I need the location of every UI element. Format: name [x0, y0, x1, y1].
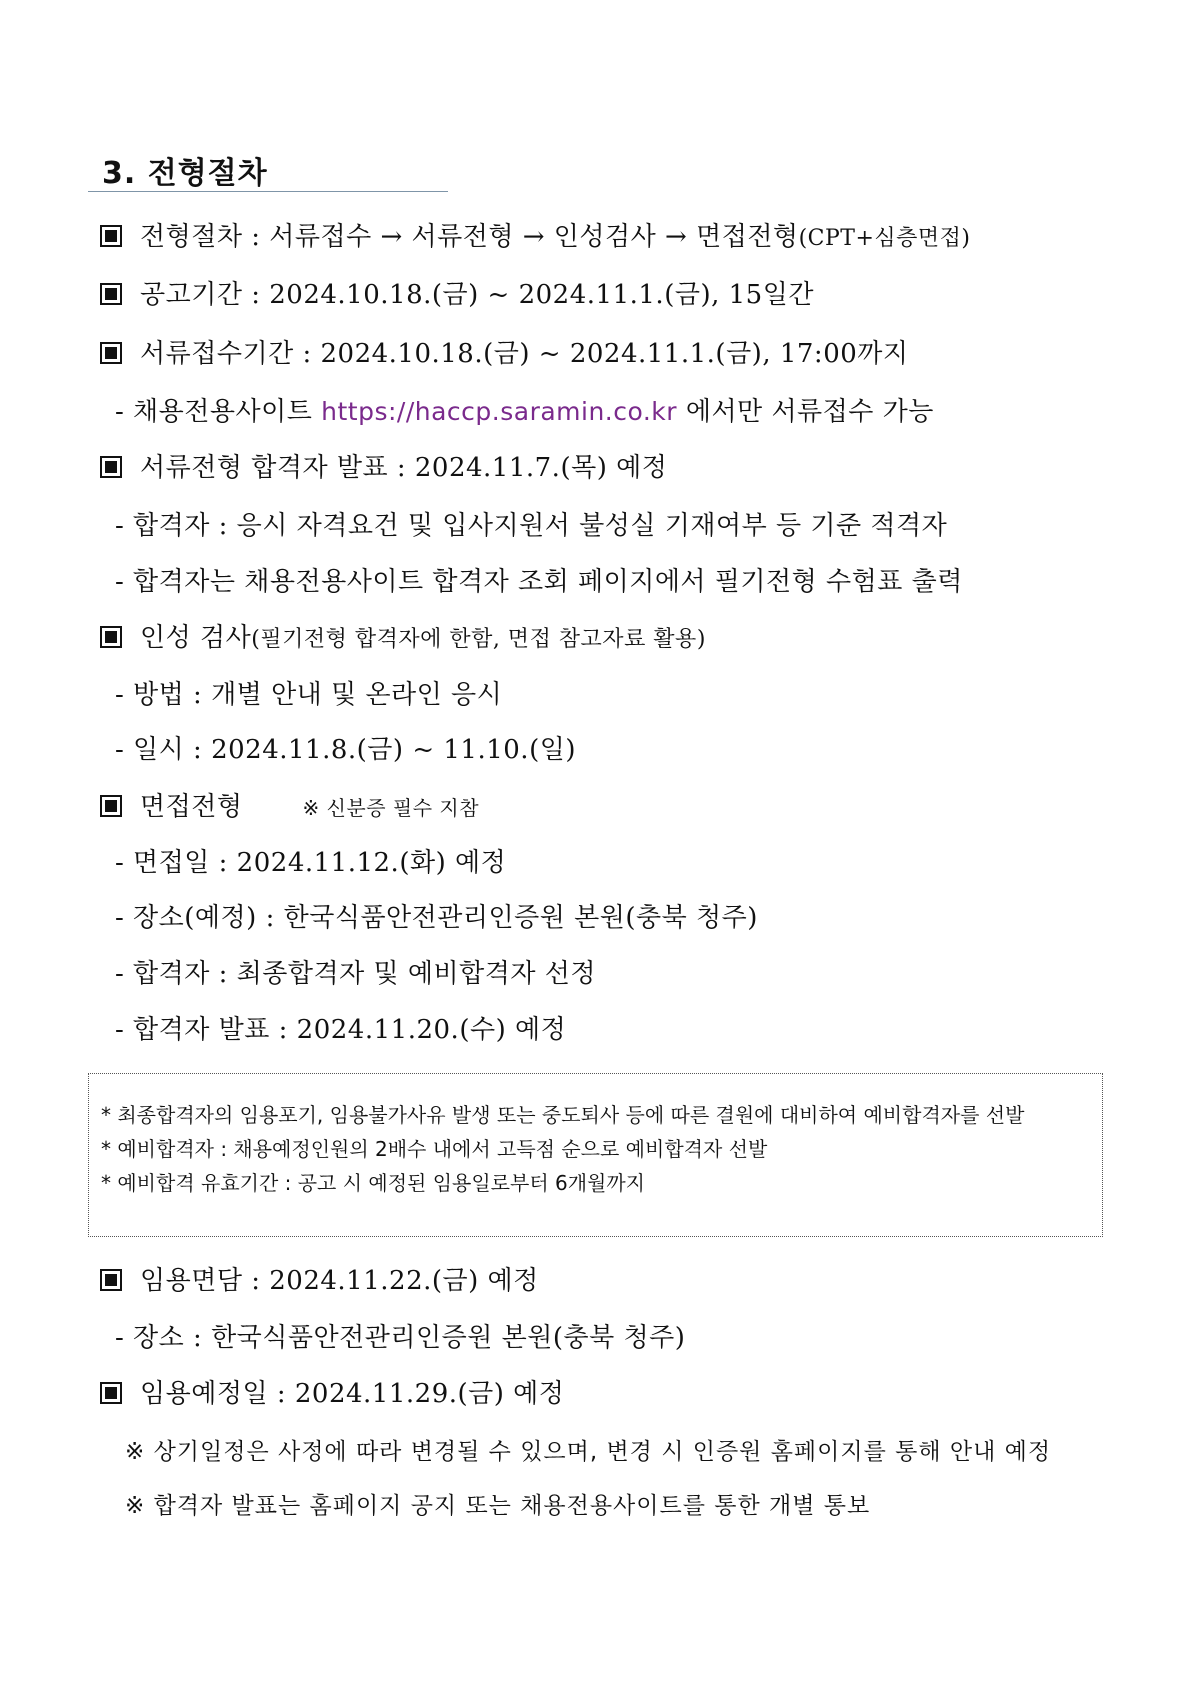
title-underline [88, 191, 448, 192]
recruit-site-link[interactable]: https://haccp.saramin.co.kr [321, 397, 678, 426]
personality-text: 인성 검사 [140, 623, 252, 653]
filled-square-icon [100, 456, 122, 478]
interview-line [100, 790, 479, 825]
note-line-1: * 최종합격자의 임용포기, 임용불가사유 발생 또는 중도퇴사 등에 따른 결원에 대비하여 예비합격자를 선발 [101, 1103, 1025, 1127]
notice-period-text: 공고기간 : 2024.10.18.(금) ~ 2024.11.1.(금), 15일간 [140, 280, 814, 310]
doc-site-line [115, 395, 934, 429]
interview-pass: - 합격자 : 최종합격자 및 예비합격자 선정 [115, 959, 596, 989]
filled-square-icon [100, 1382, 122, 1404]
filled-square-icon [100, 283, 122, 305]
appoint-text: 임용예정일 : 2024.11.29.(금) 예정 [140, 1379, 565, 1409]
interview-announce: - 합격자 발표 : 2024.11.20.(수) 예정 [115, 1015, 567, 1045]
doc-site-prefix: - 채용전용사이트 [115, 397, 322, 427]
procedure-text: 전형절차 : 서류접수 → 서류전형 → 인성검사 → 면접전형 [140, 222, 799, 252]
footnote-2: ※ 합격자 발표는 홈페이지 공지 또는 채용전용사이트를 통한 개별 통보 [125, 1493, 871, 1519]
notice-period-line [100, 278, 814, 312]
meeting-text: 임용면담 : 2024.11.22.(금) 예정 [140, 1266, 539, 1296]
personality-date: - 일시 : 2024.11.8.(금) ~ 11.10.(일) [115, 735, 576, 765]
personality-method: - 방법 : 개별 안내 및 온라인 응시 [115, 680, 503, 710]
interview-place: - 장소(예정) : 한국식품안전관리인증원 본원(충북 청주) [115, 903, 758, 933]
doc-result-text: 서류전형 합격자 발표 : 2024.11.7.(목) 예정 [140, 453, 668, 483]
note-line-2: * 예비합격자 : 채용예정인원의 2배수 내에서 고득점 순으로 예비합격자 선발 [101, 1137, 768, 1161]
doc-result-line [100, 451, 667, 485]
filled-square-icon [100, 225, 122, 247]
note-line-3: * 예비합격 유효기간 : 공고 시 예정된 임용일로부터 6개월까지 [101, 1171, 646, 1195]
filled-square-icon [100, 626, 122, 648]
footnote-1: ※ 상기일정은 사정에 따라 변경될 수 있으며, 변경 시 인증원 홈페이지를 통해 안내 예정 [125, 1439, 1052, 1465]
section-title: 3. 전형절차 [102, 156, 268, 191]
meeting-place: - 장소 : 한국식품안전관리인증원 본원(충북 청주) [115, 1323, 686, 1353]
procedure-note: (CPT+심층면접) [798, 226, 971, 251]
doc-result-sub1: - 합격자 : 응시 자격요건 및 입사지원서 불성실 기재여부 등 기준 적격자 [115, 511, 948, 541]
doc-period-line [100, 337, 909, 371]
doc-site-suffix: 에서만 서류접수 가능 [677, 397, 934, 427]
interview-date: - 면접일 : 2024.11.12.(화) 예정 [115, 848, 507, 878]
reserve-note-box [88, 1073, 1103, 1237]
meeting-line [100, 1264, 539, 1298]
interview-text: 면접전형 [140, 792, 243, 822]
doc-period-text: 서류접수기간 : 2024.10.18.(금) ~ 2024.11.1.(금), 17:00까지 [140, 339, 909, 369]
appoint-line [100, 1377, 564, 1411]
personality-line [100, 621, 706, 657]
procedure-line [100, 220, 970, 256]
filled-square-icon [100, 1269, 122, 1291]
personality-note: (필기전형 합격자에 한함, 면접 참고자료 활용) [251, 627, 706, 652]
filled-square-icon [100, 342, 122, 364]
doc-result-sub2: - 합격자는 채용전용사이트 합격자 조회 페이지에서 필기전형 수험표 출력 [115, 567, 963, 597]
filled-square-icon [100, 795, 122, 817]
interview-note: ※ 신분증 필수 지참 [302, 796, 480, 820]
